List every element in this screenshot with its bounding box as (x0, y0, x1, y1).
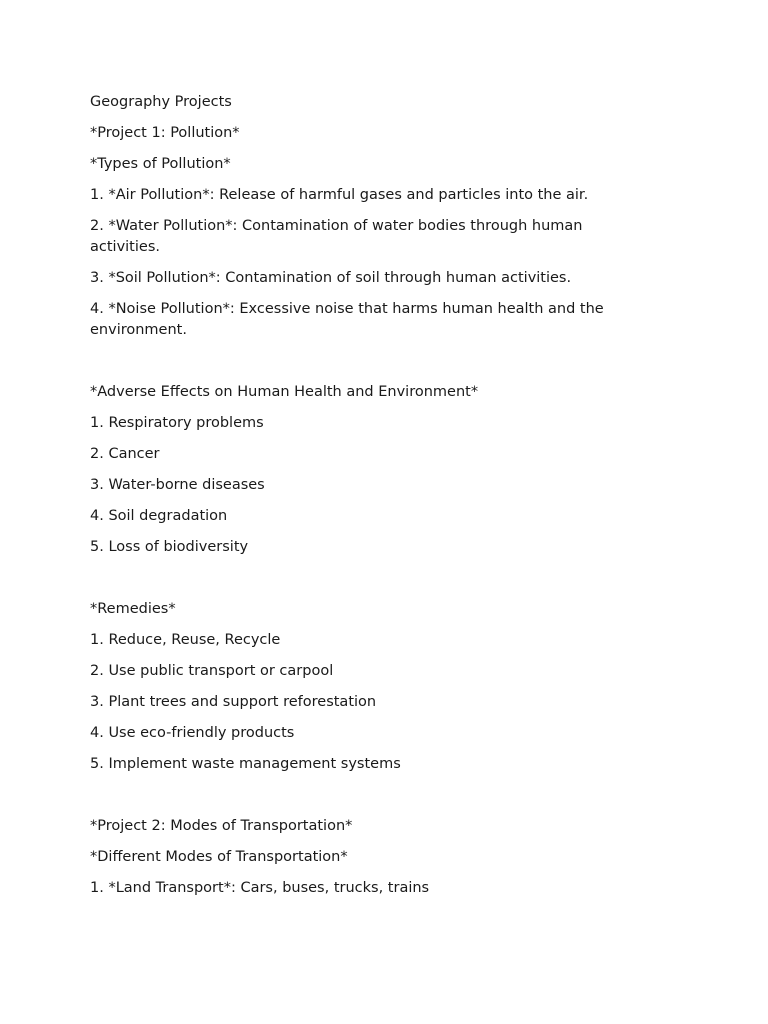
list-item: 2. Cancer (90, 446, 160, 462)
document-body (90, 92, 650, 909)
blank-line (90, 568, 650, 589)
list-item: 1. *Land Transport*: Cars, buses, trucks, trains (90, 880, 430, 896)
pollution-types-heading: *Types of Pollution* (90, 156, 231, 172)
list-item: 4. Use eco-friendly products (90, 725, 295, 741)
blank-line (90, 785, 650, 806)
transport-modes-heading: *Different Modes of Transportation* (90, 849, 348, 865)
list-item: 1. *Air Pollution*: Release of harmful gases and particles into the air. (90, 187, 589, 203)
blank-line (90, 351, 650, 372)
list-item: 5. Implement waste management systems (90, 756, 401, 772)
list-item: 4. *Noise Pollution*: Excessive noise that harms human health and the environment. (90, 301, 604, 338)
remedies-heading: *Remedies* (90, 601, 176, 617)
list-item: 1. Reduce, Reuse, Recycle (90, 632, 281, 648)
list-item: 2. *Water Pollution*: Contamination of water bodies through human activities. (90, 218, 583, 255)
list-item: 5. Loss of biodiversity (90, 539, 249, 555)
list-item: 3. Water-borne diseases (90, 477, 265, 493)
project1-heading: *Project 1: Pollution* (90, 125, 240, 141)
list-item: 3. Plant trees and support reforestation (90, 694, 377, 710)
document-title: Geography Projects (90, 94, 232, 110)
list-item: 4. Soil degradation (90, 508, 228, 524)
list-item: 2. Use public transport or carpool (90, 663, 334, 679)
project2-heading: *Project 2: Modes of Transportation* (90, 818, 353, 834)
list-item: 3. *Soil Pollution*: Contamination of soil through human activities. (90, 270, 572, 286)
list-item: 1. Respiratory problems (90, 415, 264, 431)
effects-heading: *Adverse Effects on Human Health and Environment* (90, 384, 479, 400)
